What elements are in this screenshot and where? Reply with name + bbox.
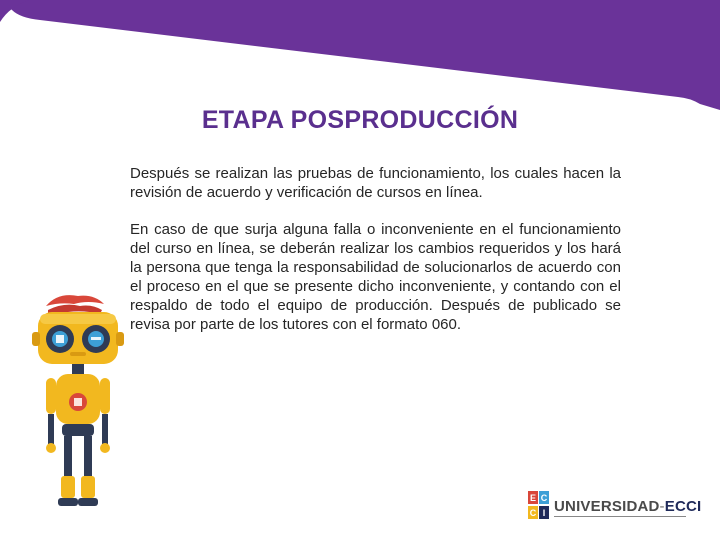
logo-brand: ECCI [664, 498, 702, 515]
logo-underline [554, 516, 686, 517]
logo-separator: - [659, 498, 665, 515]
ecci-mark-icon [528, 489, 550, 521]
logo-wordmark [554, 498, 701, 515]
header-banner [0, 0, 720, 110]
mark-letter-c2: C [529, 508, 537, 518]
paragraph-1: Después se realizan las pruebas de funcionamiento, los cuales hacen la revisión de acuerdo y verificación de cursos en línea. [130, 165, 621, 201]
robot-illustration [28, 292, 128, 518]
slide-title: ETAPA POSPRODUCCIÓN [201, 106, 519, 134]
logo-name: UNIVERSIDAD [554, 498, 660, 515]
paragraph-2: En caso de que surja alguna falla o inconveniente en el funcionamiento del curso en línea, se deberán realizar los cambios requeridos y los hará la persona que tenga la responsabilidad de solucionarlos de acuerdo con el proceso en el que se presente dicho inconveniente, y contando con el respaldo de todo el equipo de producción. Después de publicado se revisa por parte de los tutores con el formato 060. [130, 221, 621, 333]
mark-letter-i: I [542, 508, 546, 518]
mark-letter-c1: C [540, 493, 548, 503]
mark-letter-e: E [529, 493, 537, 503]
university-logo [528, 489, 702, 521]
slide-body [130, 164, 621, 352]
